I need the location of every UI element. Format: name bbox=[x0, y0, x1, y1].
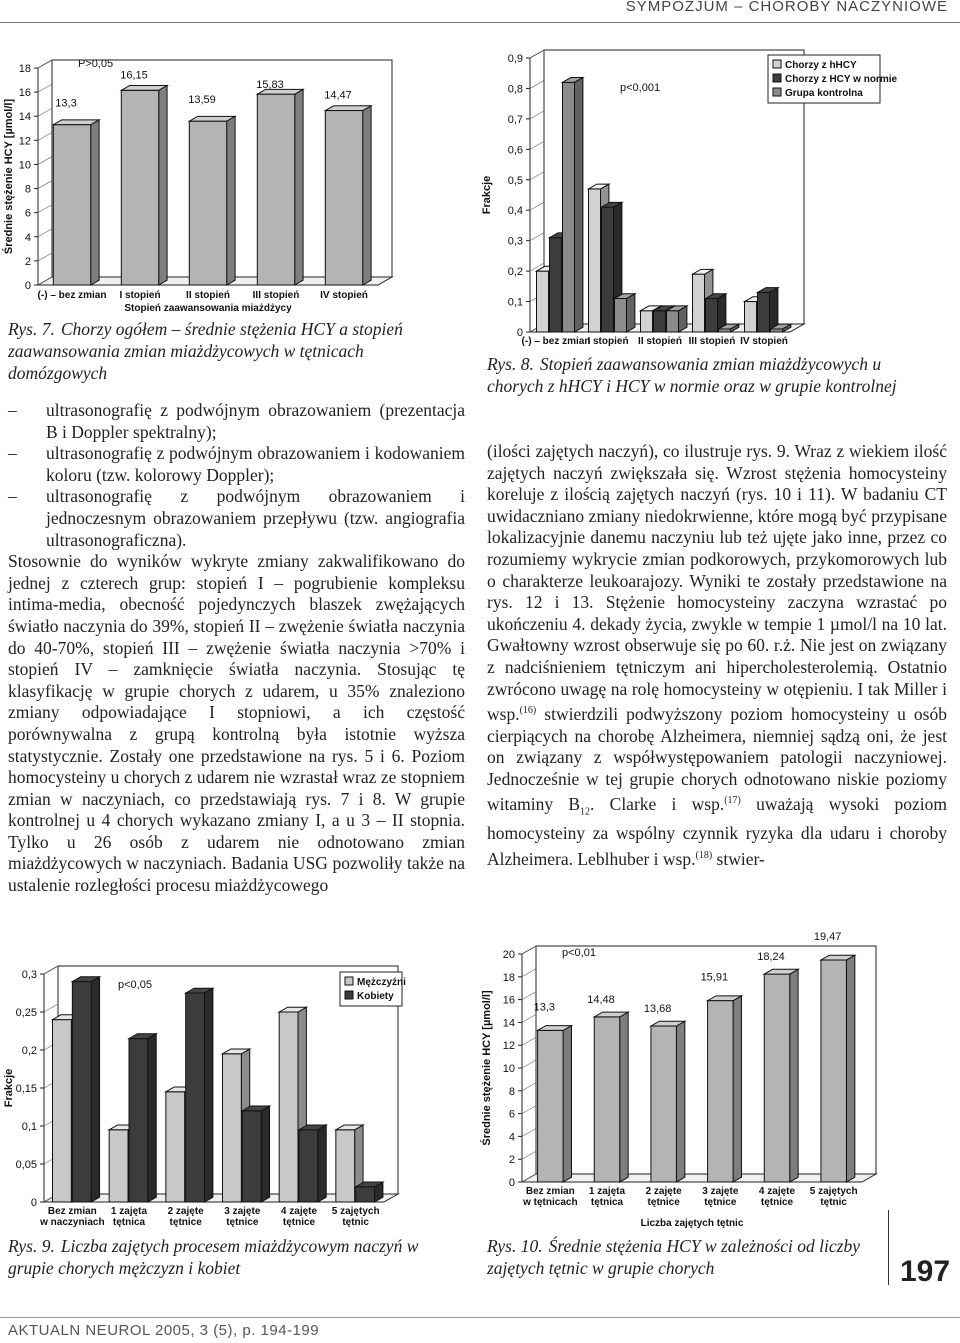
method-list bbox=[8, 400, 465, 551]
y-axis-label: Frakcje bbox=[481, 175, 493, 215]
y-tick-label: 18 bbox=[18, 63, 31, 75]
footer-rule bbox=[0, 1317, 960, 1318]
x-axis-label: Stopień zaawansowania miażdżycy bbox=[124, 303, 292, 314]
legend-label: Mężczyźni bbox=[357, 977, 406, 988]
gridline-edge bbox=[44, 1004, 58, 1012]
caption-rys9 bbox=[8, 1235, 463, 1279]
y-tick-label: 0,1 bbox=[21, 1121, 37, 1133]
gridline-edge bbox=[530, 111, 544, 119]
legend-swatch bbox=[345, 977, 353, 985]
x-tick-label: (-) – bez zmian bbox=[37, 290, 107, 301]
x-axis-label: Liczba zajętych tętnic bbox=[640, 1218, 744, 1229]
significance-label: p<0,05 bbox=[118, 979, 152, 991]
x-tick-label: 1 zajęta bbox=[110, 1206, 148, 1217]
legend-label: Chorzy z HCY w normie bbox=[785, 74, 898, 85]
x-tick-label: tętnica bbox=[590, 1197, 624, 1208]
y-tick-label: 6 bbox=[508, 1108, 515, 1121]
header-rule bbox=[0, 22, 960, 23]
bar bbox=[299, 1125, 326, 1202]
list-item: – ultrasonografię z podwójnym obrazowaniem i jednoczesnym obrazowaniem przepływu (tzw. angiografia ultrasonograficzna). bbox=[8, 486, 465, 550]
x-tick-label: tętnic bbox=[342, 1217, 370, 1228]
y-tick-label: 2 bbox=[508, 1154, 515, 1167]
bar bbox=[667, 306, 687, 332]
legend-swatch bbox=[345, 991, 353, 999]
gridline-edge bbox=[522, 1083, 536, 1091]
data-label: 13,59 bbox=[188, 94, 216, 107]
y-tick-label: 4 bbox=[24, 231, 31, 244]
y-axis-label: Średnie stężenie HCY [µmol/l] bbox=[481, 990, 493, 1146]
running-header: SYMPOZJUM – CHOROBY NACZYNIOWE bbox=[625, 0, 948, 15]
x-tick-label: 5 zajętych bbox=[809, 1186, 858, 1197]
caption-text: Chorzy ogółem – średnie stężenia HCY a stopień zaawansowania zmian miażdżycowych w tętnicach domózgowych bbox=[8, 319, 403, 383]
x-tick-label: tętnice bbox=[226, 1217, 259, 1228]
y-tick-label: 0 bbox=[30, 1197, 37, 1209]
caption-rys10 bbox=[487, 1235, 887, 1279]
bar bbox=[758, 288, 778, 332]
data-label: 16,15 bbox=[120, 69, 148, 82]
x-tick-label: 3 zajęte bbox=[224, 1206, 261, 1217]
x-tick-label: Bez zmian bbox=[47, 1206, 97, 1217]
y-tick-label: 0,4 bbox=[507, 205, 523, 218]
data-label: 13,3 bbox=[533, 1001, 556, 1014]
x-tick-label: w tętnicach bbox=[523, 1197, 578, 1208]
page-number: 197 bbox=[900, 1255, 951, 1288]
x-tick-label: 4 zajęte bbox=[280, 1206, 318, 1217]
significance-label: p<0,001 bbox=[620, 82, 661, 94]
x-tick-label: IV stopień bbox=[740, 336, 788, 347]
y-axis-label: Średnie stężenie HCY [µmol/l] bbox=[3, 98, 15, 255]
y-tick-label: 12 bbox=[18, 135, 31, 148]
gridline-edge bbox=[522, 992, 536, 1000]
y-tick-label: 0,2 bbox=[21, 1045, 37, 1057]
y-tick-label: 0,15 bbox=[15, 1083, 37, 1095]
x-tick-label: 1 zajęta bbox=[588, 1186, 626, 1197]
x-tick-label: tętnica bbox=[112, 1217, 146, 1228]
y-tick-label: 0,05 bbox=[15, 1159, 37, 1171]
y-tick-label: 4 bbox=[508, 1131, 515, 1144]
x-tick-label: tętnice bbox=[282, 1217, 316, 1228]
y-tick-label: 0,2 bbox=[507, 266, 523, 279]
legend-label: Grupa kontrolna bbox=[785, 88, 863, 99]
y-tick-label: 14 bbox=[18, 111, 31, 124]
data-label: 18,24 bbox=[757, 951, 785, 964]
caption-text: Średnie stężenia HCY w zależności od liczby zajętych tętnic w grupie chorych bbox=[487, 1236, 860, 1278]
chart-rys7 bbox=[0, 45, 470, 320]
gridline-edge bbox=[530, 80, 544, 88]
left-column bbox=[8, 400, 465, 897]
x-tick-label: II stopień bbox=[186, 290, 230, 301]
gridline-edge bbox=[38, 229, 52, 237]
x-tick-label: 2 zajęte bbox=[645, 1186, 682, 1197]
x-tick-label: tętnic bbox=[820, 1197, 848, 1208]
y-tick-label: 0,1 bbox=[507, 296, 523, 309]
chart-rys10 bbox=[478, 930, 898, 1232]
gridline-edge bbox=[530, 202, 544, 210]
x-tick-label: III stopień bbox=[688, 336, 736, 347]
data-label: 14,47 bbox=[324, 89, 352, 102]
bar bbox=[189, 116, 235, 285]
reference: (17) bbox=[724, 795, 741, 807]
y-tick-label: 0 bbox=[24, 280, 31, 292]
list-item: – ultrasonografię z podwójnym obrazowaniem (prezentacja B i Doppler spektralny); bbox=[8, 400, 465, 442]
gridline-edge bbox=[38, 132, 52, 140]
gridline-edge bbox=[44, 966, 58, 974]
list-item: – ultrasonografię z podwójnym obrazowaniem i kodowaniem koloru (tzw. kolorowy Doppler); bbox=[8, 443, 465, 485]
significance-label: p<0,01 bbox=[562, 947, 596, 959]
bar bbox=[594, 1012, 628, 1182]
gridline-edge bbox=[522, 1106, 536, 1114]
x-tick-label: tętnice bbox=[647, 1197, 680, 1208]
caption-label: Rys. 9. bbox=[8, 1236, 55, 1256]
gridline-edge bbox=[522, 1128, 536, 1136]
y-tick-label: 0,7 bbox=[507, 113, 523, 126]
y-tick-label: 6 bbox=[24, 207, 31, 220]
data-label: 14,48 bbox=[587, 993, 615, 1006]
x-tick-label: w naczyniach bbox=[40, 1217, 105, 1228]
y-tick-label: 8 bbox=[508, 1085, 515, 1098]
bar bbox=[121, 86, 167, 285]
reference: (18) bbox=[695, 849, 713, 861]
caption-label: Rys. 10. bbox=[487, 1236, 543, 1256]
x-tick-label: Bez zmian bbox=[525, 1186, 575, 1197]
gridline-edge bbox=[38, 156, 52, 164]
x-tick-label: 3 zajęte bbox=[702, 1186, 739, 1197]
x-tick-label: tętnice bbox=[169, 1217, 202, 1228]
gridline-edge bbox=[38, 60, 52, 68]
journal-citation: AKTUALN NEUROL 2005, 3 (5), p. 194-199 bbox=[8, 1322, 320, 1339]
x-tick-label: tętnice bbox=[760, 1197, 794, 1208]
bar bbox=[563, 78, 583, 332]
paragraph: (ilości zajętych naczyń), co ilustruje rys. 9. Wraz z wiekiem ilość zajętych naczyń zwiększała się. Wzrost stężenia homocysteiny koreluje z ilością zajętych naczyń (rys. 10 i 11). W badaniu CT uwidaczniano zmiany niedokrwienne, które mogą być przypisane lokalizacyjnie danemu naczyniu lub też ujęte jako inne, przez co rozumiemy wykrycie zmian podkorowych, przykomorowych lub o charakterze leukoarajozy. Wyniki te zostały przedstawione na rys. 12 i 13. Stężenie homocysteiny zaczyna wzrastać po ukończeniu 4. dekady życia, zwykle w tempie 1 µmol/l na 10 lat. Gwałtowny wzrost obserwuje się po 60. r.ż. Nie jest on związany z nadciśnieniem tętniczym ani hipercholesterolemią. Ostatnio zwrócono uwagę na rolę homocysteiny w otępieniu. I tak Miller i wsp.$^{(16)}$ stwierdzili podwyższony poziom homocysteiny u osób cierpiących na chorobę Alzheimera, niemniej sądzą oni, że jest on związany z współwystępowaniem patologii naczyniowej. Jednocześnie w tej grupie chorych odnotowano niskie poziomy witaminy $B_{12}$. Clarke i wsp.$^{(17)}$ uważają wysoki poziom homocysteiny za wspólny czynnik ryzyka dla udaru i choroby Alzheimera. Leblhuber i wsp.$^{(18)}$ stwier- bbox=[487, 441, 947, 869]
gridline-edge bbox=[522, 1060, 536, 1068]
caption-rys8 bbox=[487, 353, 927, 397]
caption-rys7 bbox=[8, 318, 463, 384]
y-tick-label: 14 bbox=[502, 1017, 515, 1030]
y-tick-label: 16 bbox=[502, 994, 515, 1007]
y-tick-label: 0,8 bbox=[507, 83, 523, 96]
legend-label: Kobiety bbox=[357, 991, 394, 1002]
x-tick-label: I stopień bbox=[119, 290, 161, 301]
gridline-edge bbox=[38, 181, 52, 189]
bar bbox=[72, 977, 99, 1202]
caption-text: Stopień zaawansowania zmian miażdżycowych u chorych z hHCY i HCY w normie oraz w grupie kontrolnej bbox=[487, 354, 897, 396]
gridline-edge bbox=[530, 141, 544, 149]
x-tick-label: tętnice bbox=[704, 1197, 737, 1208]
y-tick-label: 0 bbox=[508, 1177, 515, 1189]
reference: (16) bbox=[519, 705, 537, 717]
bar bbox=[53, 120, 99, 285]
y-tick-label: 0,3 bbox=[507, 235, 523, 248]
y-tick-label: 10 bbox=[502, 1063, 515, 1075]
legend-swatch bbox=[773, 60, 781, 68]
data-label: 13,68 bbox=[643, 1003, 672, 1016]
subscript: 12 bbox=[580, 806, 591, 818]
bar bbox=[129, 1034, 156, 1202]
y-tick-label: 0,6 bbox=[507, 144, 523, 157]
y-tick-label: 20 bbox=[502, 949, 515, 961]
gridline-edge bbox=[522, 1014, 536, 1022]
data-label: 15,91 bbox=[700, 971, 729, 984]
y-tick-label: 12 bbox=[502, 1040, 515, 1053]
gridline-edge bbox=[530, 172, 544, 180]
bar bbox=[257, 89, 303, 285]
x-tick-label: (-) – bez zmian bbox=[521, 336, 591, 347]
gridline-edge bbox=[522, 969, 536, 977]
x-tick-label: 5 zajętych bbox=[331, 1206, 380, 1217]
significance-label: P>0,05 bbox=[78, 58, 114, 70]
bar bbox=[186, 988, 213, 1202]
x-tick-label: 4 zajęte bbox=[758, 1186, 796, 1197]
bar bbox=[764, 969, 798, 1182]
data-label: 15,83 bbox=[256, 79, 284, 92]
bar bbox=[821, 955, 855, 1182]
gridline-edge bbox=[530, 50, 544, 58]
y-tick-label: 10 bbox=[18, 159, 31, 172]
y-tick-label: 16 bbox=[18, 87, 31, 100]
caption-label: Rys. 8. bbox=[487, 354, 534, 374]
y-tick-label: 8 bbox=[24, 183, 31, 196]
gridline-edge bbox=[38, 108, 52, 116]
chart-rys9 bbox=[0, 960, 470, 1232]
bar bbox=[242, 1106, 269, 1202]
y-tick-label: 2 bbox=[24, 255, 31, 268]
gridline-edge bbox=[38, 84, 52, 92]
bar bbox=[651, 1021, 685, 1182]
page-number-divider bbox=[888, 1210, 889, 1285]
x-tick-label: II stopień bbox=[638, 336, 682, 347]
data-label: 13,3 bbox=[55, 97, 77, 110]
gridline-edge bbox=[522, 946, 536, 954]
legend-swatch bbox=[773, 74, 781, 82]
caption-text: Liczba zajętych procesem miażdżycowym naczyń w grupie chorych mężczyzn i kobiet bbox=[8, 1236, 419, 1278]
gridline-edge bbox=[522, 1037, 536, 1045]
legend-swatch bbox=[773, 88, 781, 96]
gridline-edge bbox=[38, 253, 52, 261]
gridline-edge bbox=[38, 205, 52, 213]
chart-rys8 bbox=[478, 45, 960, 350]
paragraph: Stosownie do wyników wykryte zmiany zakwalifikowano do jednej z czterech grup: stopień I – pogrubienie kompleksu intima-media, obecność pojedynczych blaszek zwężających światło naczynia do 39%, stopień II – zwężenie światła naczynia do 40-70%, stopień III – zwężenie światła naczynia >70% i stopień IV – zamknięcie światła naczynia. Stosując tę klasyfikację w grupie chorych z udarem, u 35% znaleziono zmiany odpowiadające I stopniowi, a ich częstość porównywalna z grupą kontrolną była istotnie wyższa statystycznie. Zostały one przedstawione na rys. 5 i 6. Poziom homocysteiny u chorych z udarem nie wzrastał wraz ze stopniem zmian w naczyniach, co przedstawiają rys. 7 i 8. W grupie kontrolnej u 4 chorych wykazano zmiany I, a u 3 – II stopnia. Tylko u 26 osób z udarem nie odnotowano zmian miażdżycowych w naczyniach. Badania USG pozwoliły także na ustalenie rozległości procesu miażdżycowego bbox=[8, 551, 465, 896]
x-tick-label: I stopień bbox=[587, 336, 629, 347]
gridline-edge bbox=[522, 1151, 536, 1159]
bar bbox=[708, 996, 742, 1182]
x-tick-label: IV stopień bbox=[320, 290, 368, 301]
y-tick-label: 0,25 bbox=[15, 1007, 37, 1019]
bar bbox=[325, 106, 371, 285]
bar bbox=[538, 1026, 572, 1182]
gridline-edge bbox=[530, 233, 544, 241]
y-tick-label: 0,5 bbox=[507, 174, 523, 187]
bar bbox=[615, 294, 635, 332]
right-column bbox=[487, 441, 947, 870]
y-tick-label: 0,3 bbox=[21, 969, 37, 981]
y-tick-label: 18 bbox=[502, 971, 515, 984]
y-tick-label: 0,9 bbox=[507, 53, 523, 65]
x-tick-label: 2 zajęte bbox=[167, 1206, 204, 1217]
caption-label: Rys. 7. bbox=[8, 319, 55, 339]
y-axis-label: Frakcje bbox=[3, 1068, 15, 1108]
bar bbox=[356, 1182, 383, 1202]
x-tick-label: III stopień bbox=[252, 290, 300, 301]
legend-label: Chorzy z hHCY bbox=[785, 60, 857, 71]
data-label: 19,47 bbox=[813, 931, 842, 944]
y-tick-label: 0 bbox=[516, 327, 523, 339]
